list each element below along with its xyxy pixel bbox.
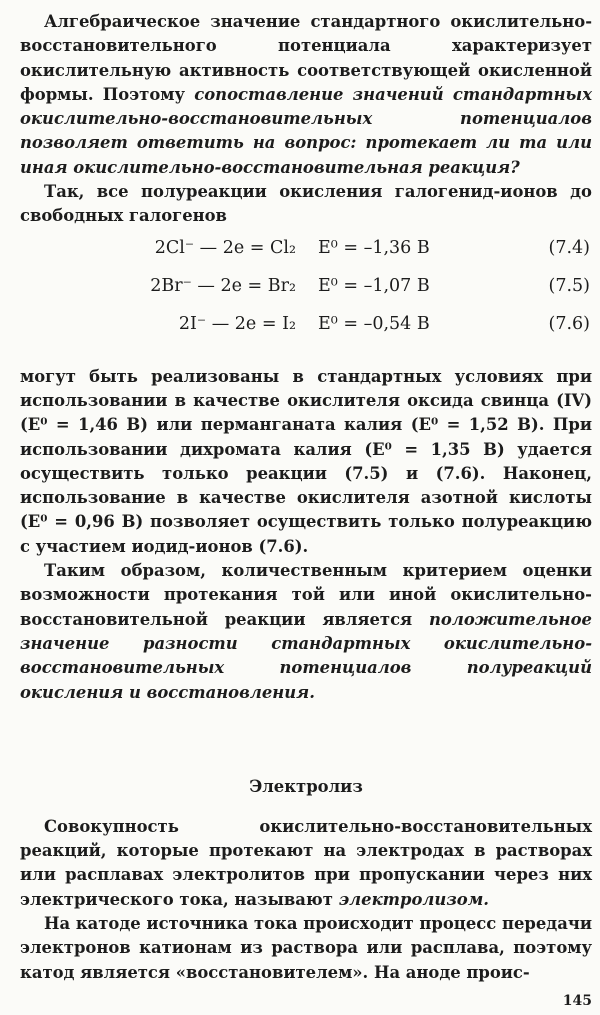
paragraph-criterion: [20, 559, 592, 705]
equation-block: [20, 238, 592, 352]
equation-half-reaction: 2Cl⁻ — 2e = Cl₂: [154, 237, 296, 258]
equation-7-4: [20, 238, 592, 276]
paragraph-text: Алгебраическое значение стандартного окислительно-восстановительного потенциала характеризует окислительную активность соответствующей окисленной формы. Поэтому: [20, 12, 592, 104]
equation-7-5: [20, 276, 592, 314]
italic-emphasis: положительное значение разности стандартных окислительно-восстановительных потенциалов полуреакций окисления и восстановления.: [20, 609, 592, 702]
equation-potential: E⁰ = –0,54 В: [318, 313, 430, 334]
equation-number: (7.6): [548, 313, 590, 334]
paragraph-halide-intro: Так, все полуреакции окисления галогенид-ионов до свободных галогенов: [20, 182, 592, 226]
italic-emphasis: сопоставление значений стандартных окислительно-восстановительных потенциалов позволяет ответить на вопрос: протекает ли та или иная окислительно-восстановительная реакция?: [20, 84, 592, 177]
equation-number: (7.4): [548, 237, 590, 258]
equation-potential: E⁰ = –1,07 В: [318, 275, 430, 296]
italic-emphasis: электролизом.: [338, 889, 489, 909]
equation-potential: E⁰ = –1,36 В: [318, 237, 430, 258]
equation-half-reaction: 2I⁻ — 2e = I₂: [178, 313, 296, 334]
paragraph-oxidizers: могут быть реализованы в стандартных условиях при использовании в качестве окислителя оксида свинца (IV) (E⁰ = 1,46 В) или перманганата калия (E⁰ = 1,52 В). При использовании дихромата калия (E⁰ = 1,35 В) удается осуществить только реакции (7.5) и (7.6). Наконец, использование в качестве окислителя азотной кислоты (E⁰ = 0,96 В) позволяет осуществить только полуреакцию с участием иодид-ионов (7.6).: [20, 366, 592, 556]
paragraph-standard-potential: [20, 10, 592, 180]
equation-number: (7.5): [548, 275, 590, 296]
paragraph-text: Совокупность окислительно-восстановительных реакций, которые протекают на электродах в растворах или расплавах электролитов при пропускании через них электрического тока, называют: [20, 816, 592, 909]
paragraph-electrolysis-definition: [20, 815, 592, 912]
section-title: Электролиз: [249, 776, 363, 796]
paragraph-cathode: На катоде источника тока происходит процесс передачи электронов катионам из раствора или расплава, поэтому катод является «восстановителем». На аноде проис-: [20, 914, 592, 982]
page-number: 145: [562, 993, 592, 1009]
paragraph-text: Таким образом, количественным критерием оценки возможности протекания той или иной окислительно-восстановительной реакции является: [20, 561, 592, 629]
equation-half-reaction: 2Br⁻ — 2e = Br₂: [150, 275, 296, 296]
equation-7-6: [20, 314, 592, 352]
